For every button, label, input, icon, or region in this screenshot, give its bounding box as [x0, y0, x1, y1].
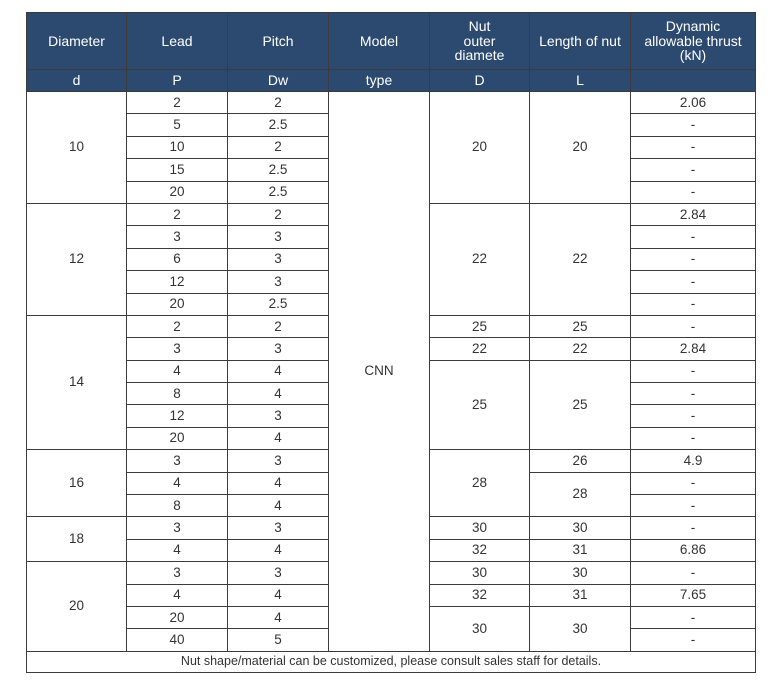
symbol-D: D: [430, 70, 530, 92]
cell-lead: 3: [127, 338, 228, 360]
cell-pitch: 3: [228, 271, 329, 293]
cell-nut-outer-diameter: 25: [430, 315, 530, 337]
symbol-L: L: [530, 70, 631, 92]
cell-model: CNN: [329, 92, 430, 652]
cell-nut-outer-diameter: 25: [430, 360, 530, 450]
cell-nut-outer-diameter: 28: [430, 450, 530, 517]
cell-pitch: 3: [228, 226, 329, 248]
cell-thrust: -: [631, 606, 756, 628]
footer-row: [27, 651, 756, 672]
cell-thrust: -: [631, 383, 756, 405]
cell-thrust: -: [631, 136, 756, 158]
cell-thrust: -: [631, 562, 756, 584]
cell-length-of-nut: 26: [530, 450, 631, 472]
table-header: [27, 13, 756, 92]
cell-pitch: 2: [228, 136, 329, 158]
cell-pitch: 3: [228, 405, 329, 427]
cell-lead: 8: [127, 383, 228, 405]
cell-lead: 3: [127, 517, 228, 539]
cell-thrust: 6.86: [631, 539, 756, 561]
cell-lead: 4: [127, 539, 228, 561]
cell-length-of-nut: 31: [530, 584, 631, 606]
cell-nut-outer-diameter: 30: [430, 606, 530, 651]
symbol-d: d: [27, 70, 127, 92]
cell-thrust: -: [631, 159, 756, 181]
header-dynamic-line3: (kN): [679, 47, 707, 64]
cell-lead: 20: [127, 606, 228, 628]
header-row: [27, 13, 756, 70]
header-dynamic-line1: Dynamic: [665, 17, 721, 34]
cell-thrust: -: [631, 472, 756, 494]
cell-thrust: -: [631, 360, 756, 382]
symbol-p: P: [127, 70, 228, 92]
cell-pitch: 4: [228, 606, 329, 628]
cell-diameter: 14: [27, 315, 127, 449]
cell-pitch: 2: [228, 315, 329, 337]
header-model: Model: [329, 13, 430, 70]
cell-pitch: 2.5: [228, 114, 329, 136]
table-row: [27, 92, 756, 114]
symbol-type: type: [329, 70, 430, 92]
cell-lead: 12: [127, 405, 228, 427]
cell-nut-outer-diameter: 22: [430, 203, 530, 315]
cell-lead: 20: [127, 181, 228, 203]
cell-thrust: -: [631, 271, 756, 293]
cell-lead: 4: [127, 584, 228, 606]
cell-thrust: 7.65: [631, 584, 756, 606]
cell-length-of-nut: 31: [530, 539, 631, 561]
cell-nut-outer-diameter: 30: [430, 562, 530, 584]
cell-pitch: 2: [228, 92, 329, 114]
cell-pitch: 2: [228, 203, 329, 225]
cell-pitch: 2.5: [228, 293, 329, 315]
cell-lead: 4: [127, 472, 228, 494]
cell-length-of-nut: 25: [530, 360, 631, 450]
cell-lead: 8: [127, 495, 228, 517]
cell-nut-outer-diameter: 30: [430, 517, 530, 539]
cell-lead: 5: [127, 114, 228, 136]
symbol-thrust: [631, 70, 756, 92]
cell-thrust: -: [631, 427, 756, 449]
header-diameter: Diameter: [27, 13, 127, 70]
cell-lead: 4: [127, 360, 228, 382]
cell-thrust: -: [631, 226, 756, 248]
cell-lead: 20: [127, 427, 228, 449]
cell-pitch: 4: [228, 495, 329, 517]
cell-lead: 6: [127, 248, 228, 270]
cell-thrust: -: [631, 517, 756, 539]
cell-thrust: -: [631, 248, 756, 270]
cell-lead: 12: [127, 271, 228, 293]
cell-pitch: 4: [228, 383, 329, 405]
spec-table: [26, 12, 756, 673]
cell-thrust: -: [631, 181, 756, 203]
cell-lead: 3: [127, 562, 228, 584]
cell-diameter: 16: [27, 450, 127, 517]
symbol-row: [27, 70, 756, 92]
cell-thrust: 2.84: [631, 203, 756, 225]
cell-lead: 2: [127, 315, 228, 337]
footer-note: Nut shape/material can be customized, please consult sales staff for details.: [27, 651, 756, 672]
cell-thrust: -: [631, 495, 756, 517]
header-nut-outer-line2: outer: [463, 32, 496, 49]
cell-pitch: 4: [228, 584, 329, 606]
cell-nut-outer-diameter: 22: [430, 338, 530, 360]
cell-thrust: 2.06: [631, 92, 756, 114]
header-pitch: Pitch: [228, 13, 329, 70]
cell-pitch: 2.5: [228, 159, 329, 181]
cell-length-of-nut: 22: [530, 203, 631, 315]
symbol-dw: Dw: [228, 70, 329, 92]
header-nut-outer-diameter: [430, 13, 530, 70]
cell-length-of-nut: 30: [530, 606, 631, 651]
cell-thrust: -: [631, 114, 756, 136]
cell-diameter: 20: [27, 562, 127, 652]
cell-lead: 40: [127, 629, 228, 651]
cell-pitch: 3: [228, 450, 329, 472]
cell-length-of-nut: 30: [530, 562, 631, 584]
cell-diameter: 10: [27, 92, 127, 204]
cell-thrust: -: [631, 315, 756, 337]
cell-pitch: 4: [228, 539, 329, 561]
cell-lead: 10: [127, 136, 228, 158]
cell-pitch: 5: [228, 629, 329, 651]
header-lead: Lead: [127, 13, 228, 70]
cell-thrust: 4.9: [631, 450, 756, 472]
cell-diameter: 18: [27, 517, 127, 562]
cell-nut-outer-diameter: 20: [430, 92, 530, 204]
cell-pitch: 3: [228, 338, 329, 360]
cell-diameter: 12: [27, 203, 127, 315]
cell-pitch: 3: [228, 248, 329, 270]
cell-length-of-nut: 25: [530, 315, 631, 337]
cell-lead: 3: [127, 226, 228, 248]
cell-pitch: 4: [228, 427, 329, 449]
cell-thrust: 2.84: [631, 338, 756, 360]
cell-length-of-nut: 30: [530, 517, 631, 539]
cell-pitch: 4: [228, 472, 329, 494]
cell-pitch: 2.5: [228, 181, 329, 203]
cell-lead: 2: [127, 92, 228, 114]
header-nut-outer-line1: Nut: [468, 17, 491, 34]
cell-length-of-nut: 20: [530, 92, 631, 204]
cell-nut-outer-diameter: 32: [430, 584, 530, 606]
cell-thrust: -: [631, 293, 756, 315]
cell-thrust: -: [631, 405, 756, 427]
cell-pitch: 3: [228, 517, 329, 539]
cell-lead: 15: [127, 159, 228, 181]
cell-nut-outer-diameter: 32: [430, 539, 530, 561]
table-footer: [27, 651, 756, 672]
cell-lead: 3: [127, 450, 228, 472]
cell-thrust: -: [631, 629, 756, 651]
cell-length-of-nut: 28: [530, 472, 631, 517]
header-length-of-nut: Length of nut: [530, 13, 631, 70]
cell-pitch: 4: [228, 360, 329, 382]
table-body: [27, 92, 756, 652]
header-nut-outer-line3: diamete: [454, 47, 505, 64]
cell-pitch: 3: [228, 562, 329, 584]
header-dynamic-line2: allowable thrust: [644, 32, 742, 49]
cell-lead: 20: [127, 293, 228, 315]
header-dynamic-thrust: [631, 13, 756, 70]
cell-length-of-nut: 22: [530, 338, 631, 360]
cell-lead: 2: [127, 203, 228, 225]
